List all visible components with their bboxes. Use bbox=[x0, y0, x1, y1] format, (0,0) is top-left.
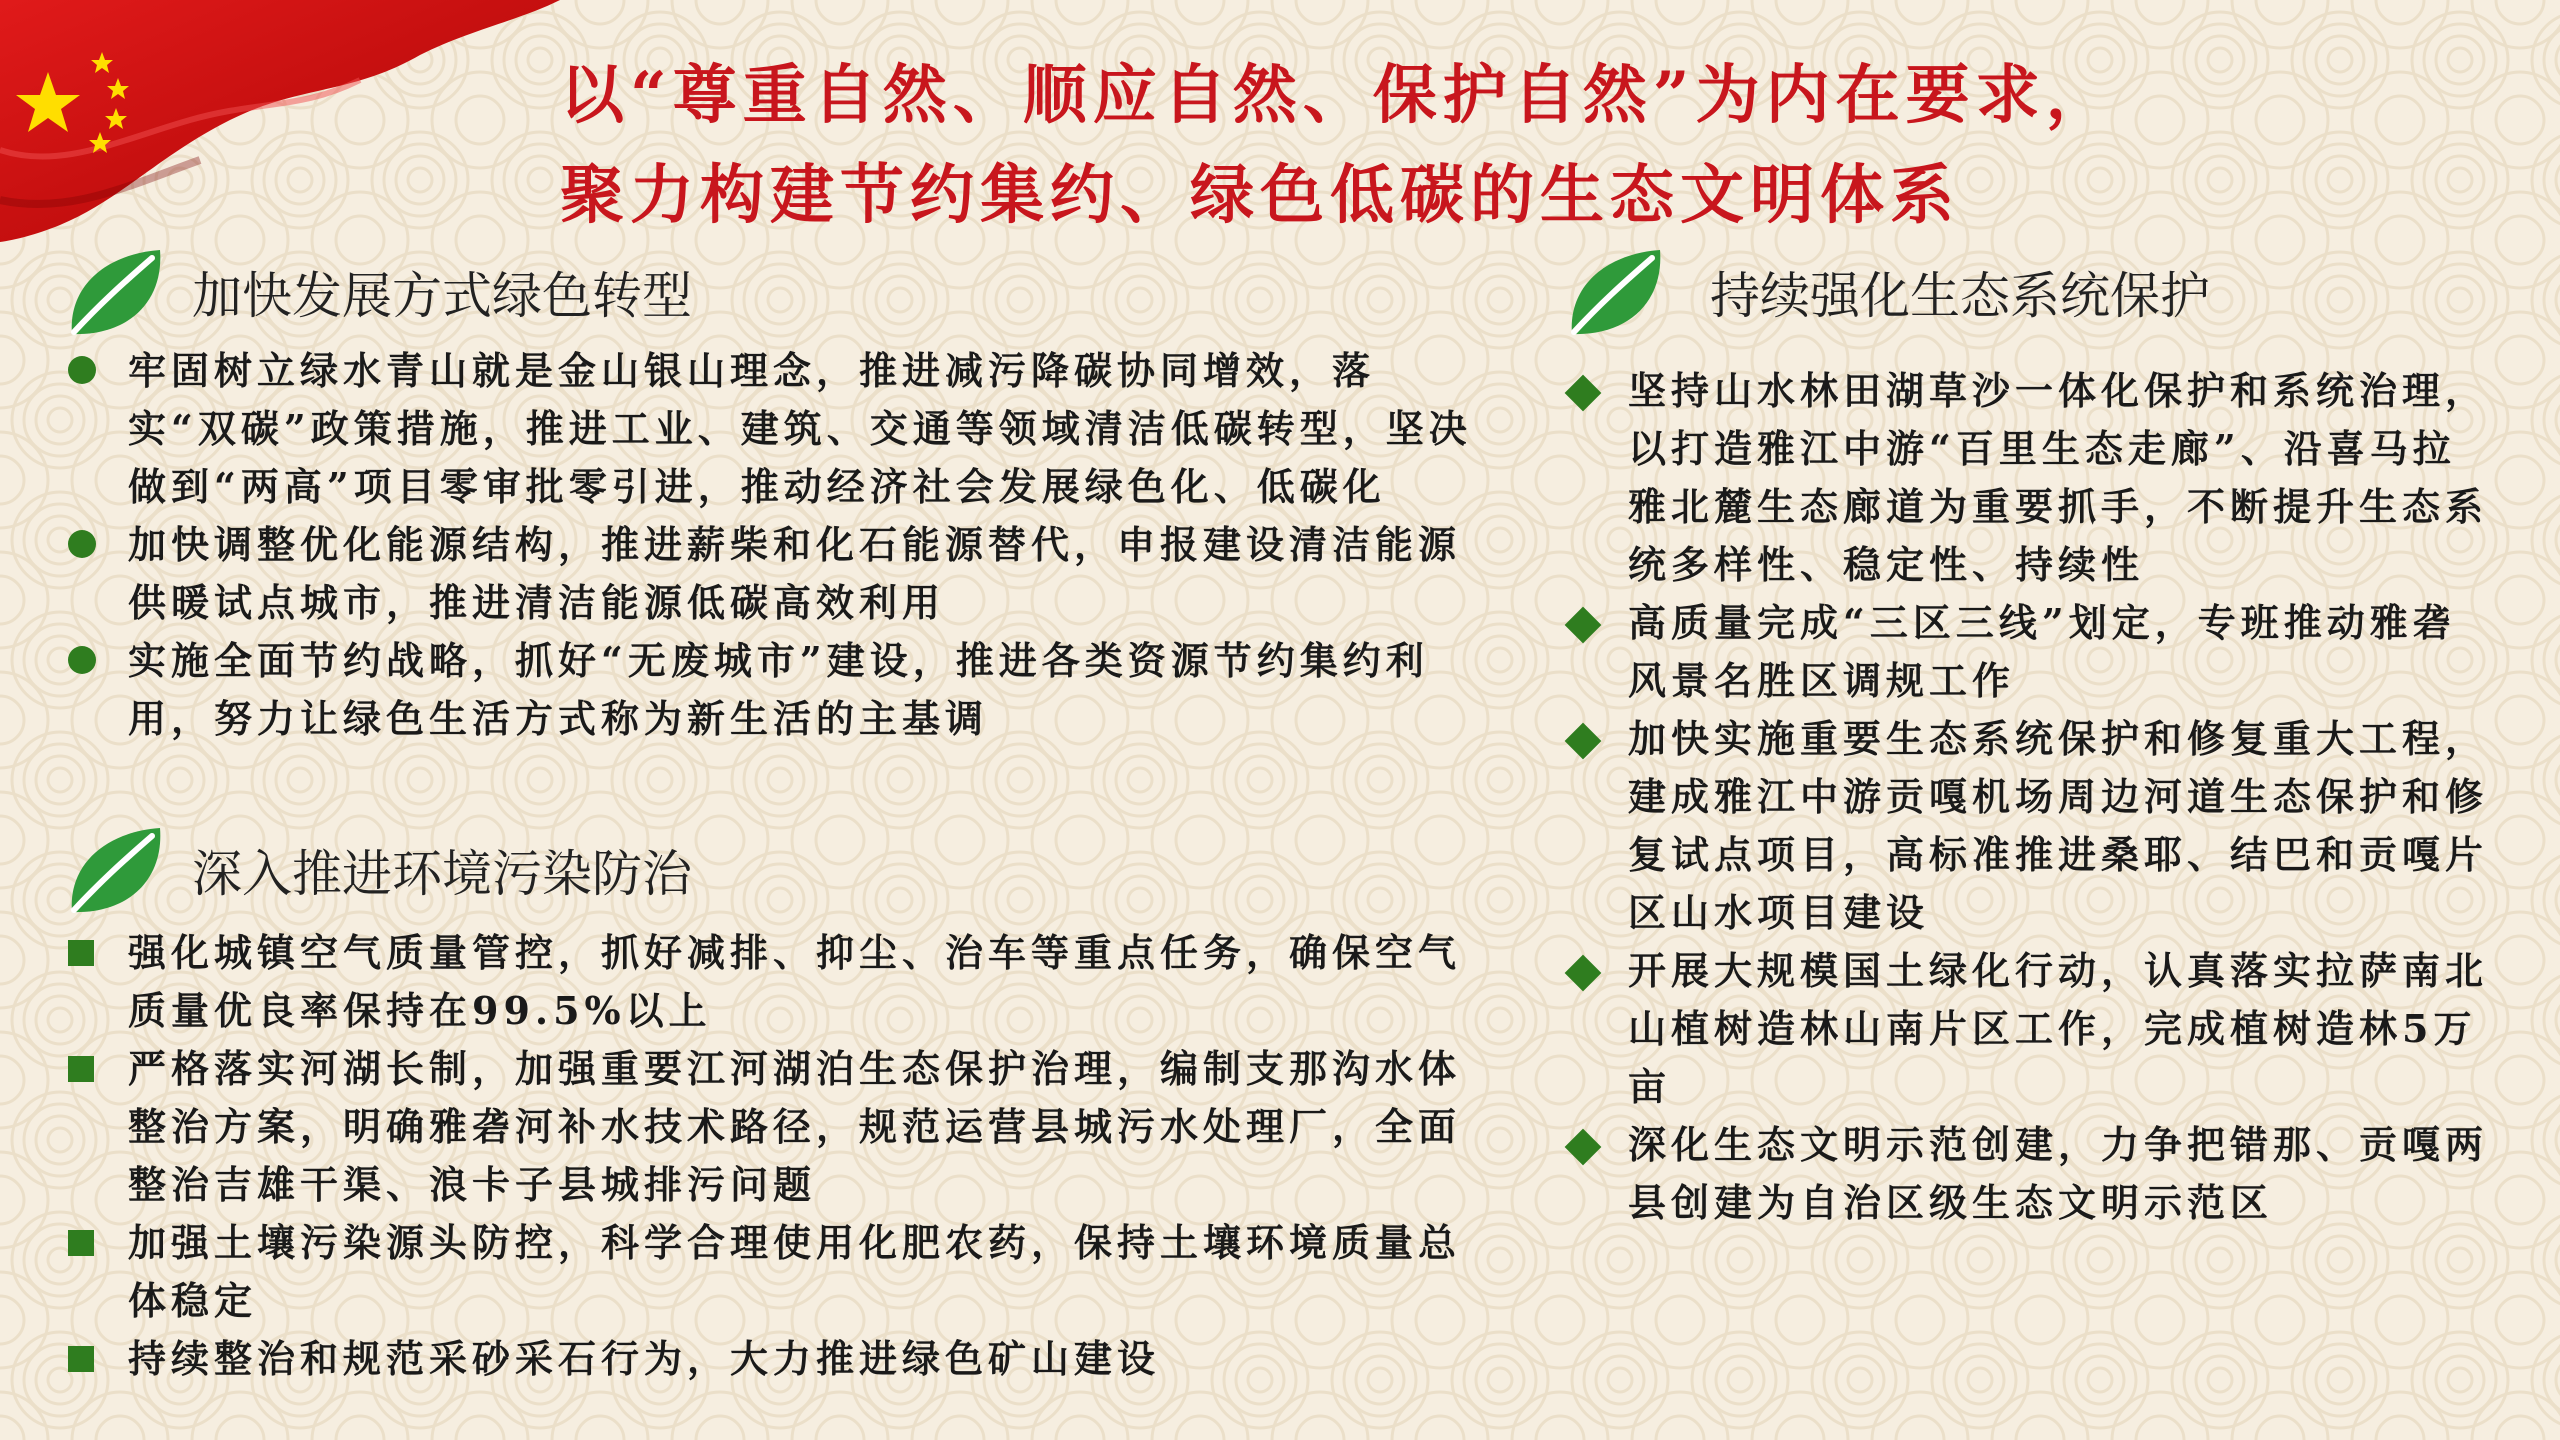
list-item bbox=[1560, 710, 2490, 942]
leaf-icon bbox=[60, 242, 170, 342]
square-bullet-icon bbox=[68, 1346, 94, 1372]
bullet-list bbox=[60, 342, 1480, 748]
item-text: 加强土壤污染源头防控，科学合理使用化肥农药，保持土壤环境质量总体稳定 bbox=[128, 1220, 1462, 1323]
main-title bbox=[560, 48, 2260, 244]
diamond-bullet-icon bbox=[1565, 607, 1602, 644]
circle-bullet-icon bbox=[68, 646, 96, 674]
item-text: 牢固树立绿水青山就是金山银山理念，推进减污降碳协同增效，落实“双碳”政策措施，推进工业、建筑、交通等领域清洁低碳转型，坚决做到“两高”项目零审批零引进，推动经济社会发展绿色化、低碳化 bbox=[128, 348, 1472, 509]
square-bullet-icon bbox=[68, 1230, 94, 1256]
list-item bbox=[60, 1330, 1480, 1388]
bullet-list bbox=[1560, 362, 2490, 1232]
item-text: 深化生态文明示范创建，力争把错那、贡嘎两县创建为自治区级生态文明示范区 bbox=[1628, 1122, 2489, 1225]
list-item bbox=[60, 632, 1480, 748]
section-title: 加快发展方式绿色转型 bbox=[192, 267, 692, 325]
list-item bbox=[1560, 362, 2490, 594]
item-text: 持续整治和规范采砂采石行为，大力推进绿色矿山建设 bbox=[128, 1336, 1161, 1381]
list-item bbox=[60, 516, 1480, 632]
list-item bbox=[1560, 594, 2490, 710]
diamond-bullet-icon bbox=[1565, 375, 1602, 412]
bullet-list bbox=[60, 924, 1480, 1388]
diamond-bullet-icon bbox=[1565, 955, 1602, 992]
diamond-bullet-icon bbox=[1565, 1129, 1602, 1166]
list-item bbox=[60, 924, 1480, 1040]
square-bullet-icon bbox=[68, 1056, 94, 1082]
item-text: 开展大规模国土绿化行动，认真落实拉萨南北山植树造林山南片区工作，完成植树造林5万亩 bbox=[1628, 948, 2489, 1109]
section-pollution-control bbox=[60, 820, 1480, 1388]
title-line-2: 聚力构建节约集约、绿色低碳的生态文明体系 bbox=[560, 158, 1960, 233]
list-item bbox=[1560, 1116, 2490, 1232]
item-text: 高质量完成“三区三线”划定，专班推动雅砻风景名胜区调规工作 bbox=[1628, 600, 2456, 703]
item-text: 实施全面节约战略，抓好“无废城市”建设，推进各类资源节约集约利用，努力让绿色生活方式称为新生活的主基调 bbox=[128, 638, 1429, 741]
item-text: 坚持山水林田湖草沙一体化保护和系统治理，以打造雅江中游“百里生态走廊”、沿喜马拉雅北麓生态廊道为重要抓手，不断提升生态系统多样性、稳定性、持续性 bbox=[1628, 368, 2489, 587]
title-line-1: 以“尊重自然、顺应自然、保护自然”为内在要求， bbox=[560, 58, 2116, 133]
square-bullet-icon bbox=[68, 940, 94, 966]
section-green-transformation bbox=[60, 242, 1480, 748]
item-text: 严格落实河湖长制，加强重要江河湖泊生态保护治理，编制支那沟水体整治方案，明确雅砻河补水技术路径，规范运营县城污水处理厂，全面整治吉雄干渠、浪卡子县城排污问题 bbox=[128, 1046, 1462, 1207]
red-flag-decoration bbox=[0, 0, 560, 250]
section-title: 持续强化生态系统保护 bbox=[1710, 267, 2210, 325]
leaf-icon bbox=[60, 820, 170, 920]
item-text: 强化城镇空气质量管控，抓好减排、抑尘、治车等重点任务，确保空气质量优良率保持在99.5%以上 bbox=[128, 930, 1462, 1033]
list-item bbox=[60, 1214, 1480, 1330]
list-item bbox=[1560, 942, 2490, 1116]
item-text: 加快调整优化能源结构，推进薪柴和化石能源替代，申报建设清洁能源供暖试点城市，推进清洁能源低碳高效利用 bbox=[128, 522, 1462, 625]
circle-bullet-icon bbox=[68, 530, 96, 558]
leaf-icon bbox=[1560, 242, 1670, 342]
list-item bbox=[60, 1040, 1480, 1214]
section-title: 深入推进环境污染防治 bbox=[192, 845, 692, 903]
list-item bbox=[60, 342, 1480, 516]
item-text: 加快实施重要生态系统保护和修复重大工程，建成雅江中游贡嘎机场周边河道生态保护和修复试点项目，高标准推进桑耶、结巴和贡嘎片区山水项目建设 bbox=[1628, 716, 2489, 935]
diamond-bullet-icon bbox=[1565, 723, 1602, 760]
section-ecosystem-protection bbox=[1560, 242, 2490, 1232]
circle-bullet-icon bbox=[68, 356, 96, 384]
